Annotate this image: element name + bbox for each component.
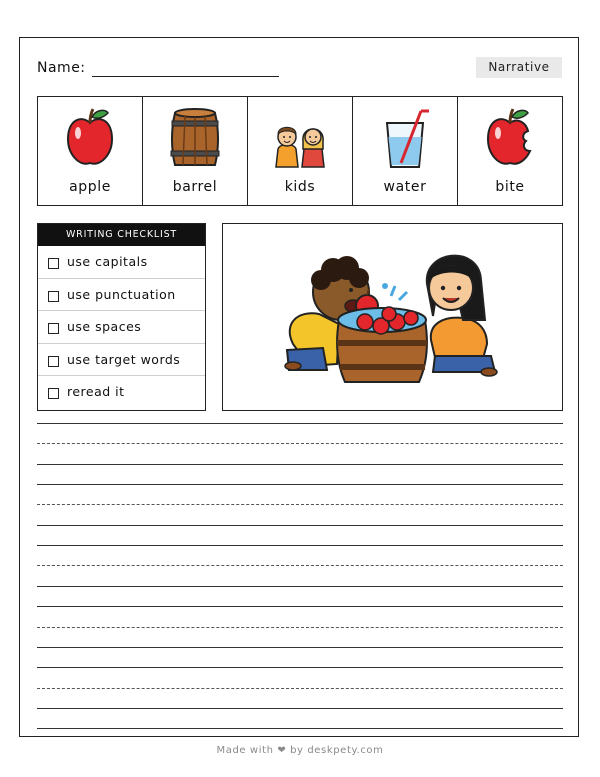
genre-badge: Narrative bbox=[476, 57, 562, 78]
worksheet bbox=[19, 37, 579, 737]
footer-credit bbox=[0, 745, 600, 756]
writing-checklist bbox=[37, 223, 206, 411]
name-label: Name: bbox=[37, 60, 86, 76]
checklist-item-label: reread it bbox=[67, 384, 125, 400]
heart-icon: ❤ bbox=[277, 745, 287, 756]
word-card-barrel bbox=[143, 97, 248, 205]
writing-line[interactable] bbox=[37, 606, 563, 607]
writing-line[interactable] bbox=[37, 586, 563, 587]
checkbox[interactable] bbox=[48, 258, 59, 269]
story-picture-frame bbox=[222, 223, 563, 411]
footer-prefix: Made with bbox=[216, 745, 274, 756]
name-row bbox=[37, 60, 297, 80]
word-label: water bbox=[383, 179, 427, 195]
writing-line[interactable] bbox=[37, 423, 563, 424]
checklist-item[interactable] bbox=[38, 376, 205, 409]
writing-line[interactable] bbox=[37, 728, 563, 729]
footer-suffix: by deskpety.com bbox=[290, 745, 384, 756]
word-label: kids bbox=[284, 179, 316, 195]
bitten-apple-icon bbox=[480, 107, 540, 171]
writing-guide-line bbox=[37, 627, 563, 628]
checklist-item[interactable] bbox=[38, 279, 205, 312]
checklist-item-label: use spaces bbox=[67, 319, 142, 335]
name-line[interactable] bbox=[92, 76, 279, 77]
writing-guide-line bbox=[37, 443, 563, 444]
word-label: barrel bbox=[172, 179, 218, 195]
writing-guide-line bbox=[37, 688, 563, 689]
word-card-apple bbox=[38, 97, 143, 205]
checklist-item-label: use punctuation bbox=[67, 286, 176, 302]
vocabulary-strip bbox=[37, 96, 563, 206]
water-glass-icon bbox=[375, 107, 435, 171]
writing-line[interactable] bbox=[37, 525, 563, 526]
checklist-item[interactable] bbox=[38, 344, 205, 377]
apple-icon bbox=[60, 107, 120, 171]
writing-guide-line bbox=[37, 504, 563, 505]
checklist-item-label: use capitals bbox=[67, 254, 148, 269]
kids-bobbing-for-apples-illustration bbox=[223, 224, 561, 409]
writing-line[interactable] bbox=[37, 667, 563, 668]
word-label: bite bbox=[495, 179, 525, 195]
checkbox[interactable] bbox=[48, 323, 59, 334]
checklist-item[interactable] bbox=[38, 246, 205, 279]
writing-line[interactable] bbox=[37, 484, 563, 485]
checkbox[interactable] bbox=[48, 356, 59, 367]
checklist-item[interactable] bbox=[38, 311, 205, 344]
word-card-kids bbox=[248, 97, 353, 205]
word-card-bite bbox=[458, 97, 562, 205]
writing-line[interactable] bbox=[37, 464, 563, 465]
writing-guide-line bbox=[37, 565, 563, 566]
writing-line[interactable] bbox=[37, 647, 563, 648]
kids-icon bbox=[265, 107, 335, 171]
writing-line[interactable] bbox=[37, 545, 563, 546]
checkbox[interactable] bbox=[48, 388, 59, 399]
checklist-title: WRITING CHECKLIST bbox=[38, 224, 205, 246]
word-label: apple bbox=[69, 179, 111, 195]
checkbox[interactable] bbox=[48, 291, 59, 302]
checklist-item-label: use target words bbox=[67, 351, 181, 367]
word-card-water bbox=[353, 97, 458, 205]
writing-line[interactable] bbox=[37, 708, 563, 709]
barrel-icon bbox=[165, 107, 225, 171]
